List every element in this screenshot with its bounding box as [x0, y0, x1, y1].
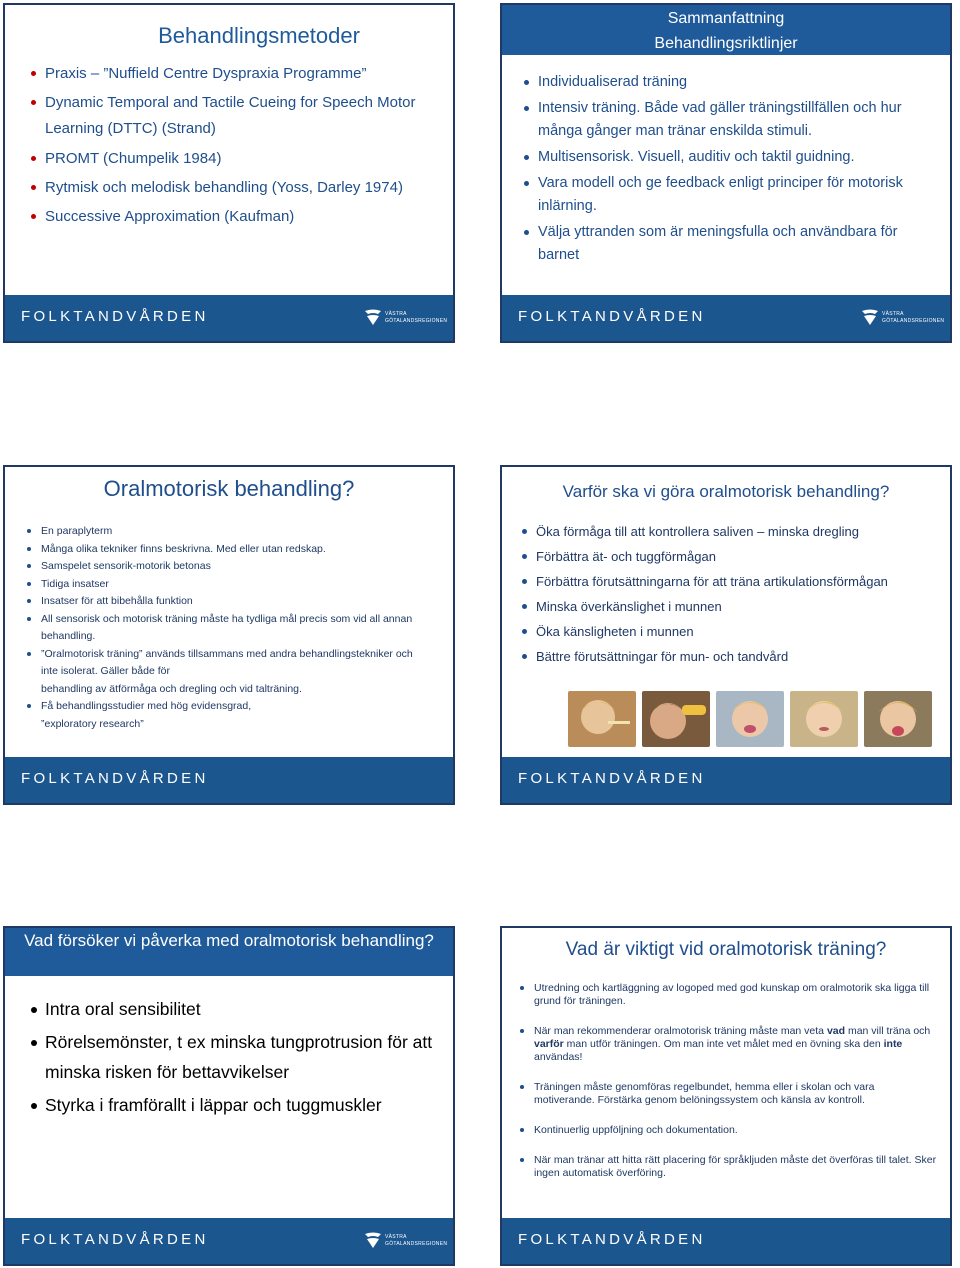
list-item: Utredning och kartläggning av logoped med god kunskap om oralmotorik ska ligga till grund för träningen. [518, 982, 938, 1008]
emphasis-vad: vad [826, 1025, 846, 1037]
slide-title: Vad är viktigt vid oralmotorisk träning? [565, 939, 887, 960]
logo-text-line1: VÄSTRA [882, 311, 904, 317]
slide-title: Oralmotorisk behandling? [103, 476, 355, 501]
list-item: Förbättra förutsättningarna för att träna artikulationsförmågan [520, 571, 940, 593]
list-item: Förbättra ät- och tuggförmågan [520, 546, 940, 568]
bullet-list [518, 982, 938, 1197]
slide-title-line1: Sammanfattning [667, 10, 785, 27]
slide-title-bar [502, 5, 950, 55]
list-item: Styrka i framförallt i läppar och tuggmuskler [29, 1090, 441, 1120]
list-item: Praxis – ”Nuffield Centre Dyspraxia Programme” [29, 59, 433, 88]
vgr-logo [860, 308, 945, 328]
bullet-list [520, 521, 940, 671]
list-item: Öka förmåga till att kontrollera saliven – minska dregling [520, 521, 940, 543]
vgr-logo [363, 1231, 448, 1251]
vgr-logo [363, 308, 448, 328]
photo-strip [568, 691, 930, 747]
list-item: Rytmisk och melodisk behandling (Yoss, Darley 1974) [29, 173, 433, 202]
list-item: Öka känsligheten i munnen [520, 621, 940, 643]
slide-title: Behandlingsmetoder [158, 23, 360, 48]
list-item: Dynamic Temporal and Tactile Cueing for Speech Motor Learning (DTTC) (Strand) [29, 90, 433, 142]
bullet-list [522, 71, 934, 270]
slide-vad-ar-viktigt [500, 926, 952, 1266]
slide-title: Vad försöker vi påverka med oralmotorisk behandling? [24, 931, 434, 950]
list-item: Individualiserad träning [522, 71, 934, 94]
list-item: Samspelet sensorik-motorik betonas [25, 558, 423, 576]
footer-brand: FOLKTANDVÅRDEN [21, 1231, 209, 1248]
slide-title-line2: Behandlingsriktlinjer [654, 35, 798, 52]
list-item: Många olika tekniker finns beskrivna. Med eller utan redskap. [25, 541, 423, 559]
logo-text-line1: VÄSTRA [385, 311, 407, 317]
child-photo [642, 691, 710, 747]
list-item: Successive Approximation (Kaufman) [29, 202, 433, 231]
logo-text-line1: VÄSTRA [385, 1234, 407, 1240]
child-photo [790, 691, 858, 747]
emphasis-inte: inte [883, 1038, 903, 1050]
footer-brand: FOLKTANDVÅRDEN [21, 770, 209, 787]
child-photo [716, 691, 784, 747]
slide-behandlingsmetoder [3, 3, 455, 343]
list-item: Bättre förutsättningar för mun- och tandvård [520, 646, 940, 668]
child-photo [864, 691, 932, 747]
text-run: När man rekommenderar oralmotorisk träning måste man veta [534, 1025, 827, 1037]
bullet-list [25, 523, 423, 733]
slide-footer [5, 1218, 453, 1264]
list-item-continuation: ”exploratory research” [41, 717, 144, 730]
list-item: När man tränar att hitta rätt placering för språkljuden måste det överföras till talet. Sker ingen automatisk överföring. [518, 1154, 938, 1180]
slide-title-bar [502, 928, 950, 976]
list-item: Intensiv träning. Både vad gäller träningstillfällen och hur många gånger man tränar enskilda stimuli. [522, 97, 934, 143]
slide-footer [5, 295, 453, 341]
slide-varfor-oralmotorisk [500, 465, 952, 805]
slide-title-bar [502, 467, 950, 515]
logo-text-line2: GÖTALANDSREGIONEN [882, 318, 945, 324]
vgr-swan-icon [363, 308, 383, 326]
list-item: PROMT (Chumpelik 1984) [29, 144, 433, 173]
list-item: Tidiga insatser [25, 576, 423, 594]
list-item: Multisensorisk. Visuell, auditiv och taktil guidning. [522, 146, 934, 169]
list-item: Få behandlingsstudier med hög evidensgrad, [25, 698, 423, 716]
list-item: Intra oral sensibilitet [29, 994, 441, 1024]
slide-vad-forsoker-vi-paverka [3, 926, 455, 1266]
logo-text-line2: GÖTALANDSREGIONEN [385, 1241, 448, 1247]
footer-brand: FOLKTANDVÅRDEN [518, 770, 706, 787]
list-item: All sensorisk och motorisk träning måste ha tydliga mål precis som vid all annan behandling. [25, 611, 423, 646]
slide-footer [502, 295, 950, 341]
slide-oralmotorisk-behandling [3, 465, 455, 805]
text-run: man utför träningen. Om man inte vet målet med en övning ska den [563, 1038, 884, 1050]
vgr-swan-icon [860, 308, 880, 326]
footer-brand: FOLKTANDVÅRDEN [21, 308, 209, 325]
slide-footer [502, 757, 950, 803]
footer-brand: FOLKTANDVÅRDEN [518, 1231, 706, 1248]
text-run: användas! [534, 1051, 583, 1063]
list-item: Rörelsemönster, t ex minska tungprotrusion för att minska risken för bettavvikelser [29, 1027, 441, 1087]
slide-footer [502, 1218, 950, 1264]
slide-title-bar [5, 928, 453, 976]
slide-footer [5, 757, 453, 803]
slide-title: Varför ska vi göra oralmotorisk behandling? [562, 482, 890, 501]
list-item: Minska överkänslighet i munnen [520, 596, 940, 618]
list-item: En paraplyterm [25, 523, 423, 541]
logo-text-line2: GÖTALANDSREGIONEN [385, 318, 448, 324]
child-photo [568, 691, 636, 747]
list-item: Träningen måste genomföras regelbundet, hemma eller i skolan och vara motiverande. Förstärka genom belöningssystem och känsla av kontroll. [518, 1081, 938, 1107]
slide-title-bar [5, 467, 453, 515]
footer-brand: FOLKTANDVÅRDEN [518, 308, 706, 325]
list-item: Insatser för att bibehålla funktion [25, 593, 423, 611]
bullet-list [29, 994, 441, 1123]
bullet-list [29, 59, 433, 231]
text-run: man vill träna och [845, 1025, 931, 1037]
list-item: Kontinuerlig uppföljning och dokumentation. [518, 1124, 938, 1137]
list-item: Välja yttranden som är meningsfulla och användbara för barnet [522, 221, 934, 267]
vgr-swan-icon [363, 1231, 383, 1249]
list-item [518, 1025, 938, 1064]
list-item: ”Oralmotorisk träning” används tillsammans med andra behandlingstekniker och inte isolerat. Gäller både för [25, 646, 423, 681]
slide-sammanfattning [500, 3, 952, 343]
list-item: Vara modell och ge feedback enligt principer för motorisk inlärning. [522, 172, 934, 218]
emphasis-varfor: varför [534, 1038, 564, 1050]
list-item-continuation: behandling av ätförmåga och dregling och vid talträning. [41, 682, 302, 695]
